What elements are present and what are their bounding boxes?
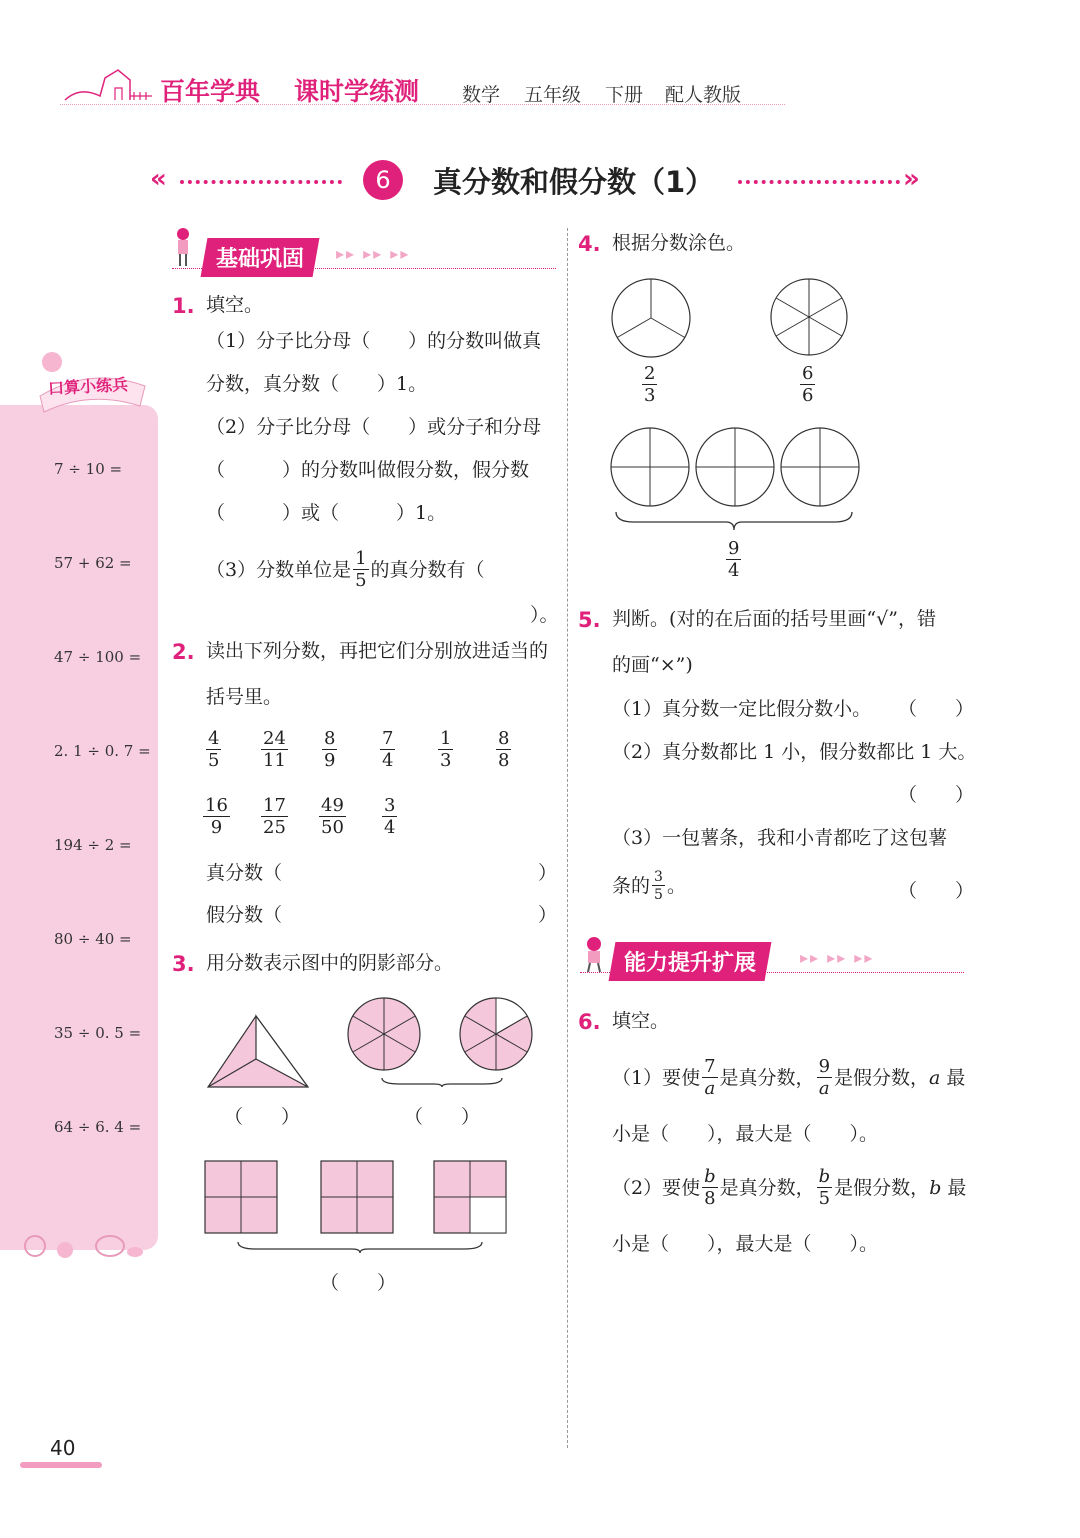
- q4-circles-brace: [614, 510, 854, 532]
- section-extension-banner: 能力提升扩展: [609, 942, 772, 981]
- q6-part2-line2: 小是（ ），最大是（ ）。: [612, 1233, 879, 1255]
- page-number: 40: [50, 1436, 76, 1460]
- q6-number: 6.: [578, 1010, 601, 1034]
- q3-answer-blank-2[interactable]: （ ）: [404, 1106, 481, 1128]
- q6-title: 填空。: [612, 1010, 670, 1032]
- fraction: $\frac{b}{8}$: [704, 1166, 716, 1209]
- q1-part2-line1: （2）分子比分母（ ）或分子和分母: [206, 416, 542, 438]
- banner-arrows-2: ▸▸ ▸▸ ▸▸: [800, 948, 875, 967]
- q1-part2-line3: （ ）或（ ）1。: [206, 502, 447, 524]
- calc-item-3: 47 ÷ 100 =: [54, 648, 142, 666]
- lesson-number-badge: 6: [363, 160, 403, 200]
- q1-number: 1.: [172, 294, 195, 318]
- q6-part2-line1: （2）要使 $\frac{b}{8}$ 是真分数， $\frac{b}{5}$ 是假分数， b 最: [612, 1166, 967, 1209]
- q2-proper-label: 真分数（: [206, 862, 283, 884]
- q2-line1: 读出下列分数，再把它们分别放进适当的: [206, 640, 549, 662]
- q3-number: 3.: [172, 952, 195, 976]
- q2-fraction-8: $\frac{17}{25}$: [263, 795, 286, 838]
- calc-item-6: 80 ÷ 40 =: [54, 930, 132, 948]
- header-grade: 五年级: [524, 84, 582, 106]
- girl-mascot-icon: [172, 226, 194, 268]
- q2-fraction-6: $\frac{8}{8}$: [498, 728, 510, 771]
- calc-item-4: 2. 1 ÷ 0. 7 =: [54, 742, 151, 760]
- q5-number: 5.: [578, 608, 601, 632]
- q4-number: 4.: [578, 232, 601, 256]
- q2-proper-close: ）: [538, 862, 558, 884]
- q1-part1-line2: 分数，真分数（ ）1。: [206, 373, 428, 395]
- q5-statement-1: （1）真分数一定比假分数小。: [612, 698, 872, 720]
- q1-part1-line1: （1）分子比分母（ ）的分数叫做真: [206, 330, 542, 352]
- q4-circle-quarters-1[interactable]: [609, 426, 691, 508]
- title-right-dots: [738, 180, 900, 184]
- q4-title: 根据分数涂色。: [612, 232, 746, 254]
- header-subject: 数学: [462, 84, 501, 106]
- fraction: $\frac{7}{a}$: [704, 1056, 716, 1099]
- title-left-dots: [180, 180, 342, 184]
- girl-mascot-icon-2: [580, 934, 608, 974]
- fraction: $\frac{9}{a}$: [818, 1056, 831, 1099]
- q3-triangle-figure: [204, 1012, 312, 1092]
- q4-circle-sixths[interactable]: [769, 277, 849, 357]
- calc-item-8: 64 ÷ 6. 4 =: [54, 1118, 142, 1136]
- q4-circle-quarters-3[interactable]: [779, 426, 861, 508]
- header-volume: 下册: [605, 84, 644, 106]
- header-divider: [60, 104, 785, 105]
- q4-fraction-six-sixths: $\frac{6}{6}$: [802, 363, 814, 406]
- fraction: $\frac{3}{5}$: [654, 869, 663, 903]
- q2-improper-close: ）: [538, 904, 558, 926]
- q5-statement-2: （2）真分数都比 1 小，假分数都比 1 大。: [612, 741, 977, 763]
- q6-part1-line2: 小是（ ），最大是（ ）。: [612, 1123, 879, 1145]
- banner-arrows-1: ▸▸ ▸▸ ▸▸: [336, 244, 411, 263]
- brand-series: 课时学练测: [294, 77, 420, 106]
- q3-circles-brace: [380, 1076, 504, 1088]
- header-edition: 配人教版: [665, 84, 742, 106]
- q3-square-figure-1: [204, 1160, 278, 1234]
- q6-part1-line1: （1）要使 $\frac{7}{a}$ 是真分数， $\frac{9}{a}$ 是假分数， a 最: [612, 1056, 966, 1099]
- q5-statement-3-line2: 条的 $\frac{3}{5}$ 。: [612, 869, 686, 903]
- q4-fraction-two-thirds: $\frac{2}{3}$: [644, 363, 656, 406]
- q2-fraction-3: $\frac{8}{9}$: [324, 728, 336, 771]
- q2-fraction-4: $\frac{7}{4}$: [382, 728, 394, 771]
- fraction: $\frac{b}{5}$: [818, 1166, 831, 1209]
- q3-squares-brace: [236, 1240, 484, 1254]
- page-number-underline: [20, 1462, 102, 1468]
- calc-item-7: 35 ÷ 0. 5 =: [54, 1024, 142, 1042]
- fraction: $\frac{1}{5}$: [355, 548, 367, 591]
- q1-part3-line2: ）。: [530, 604, 559, 626]
- title-left-arrows: «: [150, 164, 167, 194]
- calc-item-5: 194 ÷ 2 =: [54, 836, 132, 854]
- q2-number: 2.: [172, 640, 195, 664]
- q5-line1: 判断。(对的在后面的括号里画“√”，错: [612, 608, 936, 630]
- q2-fraction-5: $\frac{1}{3}$: [440, 728, 452, 771]
- lesson-title: 真分数和假分数（1）: [433, 165, 715, 199]
- q3-square-figure-3: [433, 1160, 507, 1234]
- section-basic-banner: 基础巩固: [201, 238, 320, 277]
- q3-circle-figure-2: [458, 996, 534, 1072]
- q5-statement-3-line1: （3）一包薯条，我和小青都吃了这包薯: [612, 827, 948, 849]
- q2-fraction-2: $\frac{24}{11}$: [263, 728, 286, 771]
- q3-circle-figure-1: [346, 996, 422, 1072]
- q5-answer-blank-2[interactable]: （ ）: [898, 784, 975, 806]
- q2-fraction-7: $\frac{16}{9}$: [205, 795, 228, 838]
- q4-fraction-nine-fourths: $\frac{9}{4}$: [728, 538, 740, 581]
- sidebar-decoration-icon: [15, 1228, 145, 1268]
- q3-title: 用分数表示图中的阴影部分。: [206, 952, 454, 974]
- q2-fraction-10: $\frac{3}{4}$: [384, 795, 396, 838]
- q1-part3-line1: （3）分数单位是 $\frac{1}{5}$ 的真分数有（: [206, 548, 485, 591]
- q3-square-figure-2: [320, 1160, 394, 1234]
- q2-improper-label: 假分数（: [206, 904, 283, 926]
- q2-fraction-9: $\frac{49}{50}$: [321, 795, 344, 838]
- title-right-arrows: »: [903, 164, 920, 194]
- banner-dotted-line-2: [580, 972, 964, 973]
- header-house-icon: [60, 66, 155, 108]
- q2-fraction-1: $\frac{4}{5}$: [208, 728, 220, 771]
- brand-name: 百年学典: [160, 77, 261, 106]
- q1-title: 填空。: [206, 294, 264, 316]
- column-divider: [567, 228, 568, 1448]
- calc-item-1: 7 ÷ 10 =: [54, 460, 123, 478]
- q4-circle-quarters-2[interactable]: [694, 426, 776, 508]
- q5-answer-blank-1[interactable]: （ ）: [898, 698, 975, 720]
- q2-line2: 括号里。: [206, 686, 283, 708]
- q3-answer-blank-1[interactable]: （ ）: [224, 1106, 301, 1128]
- q5-answer-blank-3[interactable]: （ ）: [898, 880, 975, 902]
- banner-dotted-line-1: [172, 268, 556, 269]
- q4-circle-thirds[interactable]: [610, 277, 692, 359]
- calc-item-2: 57 + 62 =: [54, 554, 132, 572]
- q5-line2: 的画“×”): [612, 654, 693, 676]
- q1-part2-line2: （ ）的分数叫做假分数，假分数: [206, 459, 530, 481]
- q3-answer-blank-3[interactable]: （ ）: [320, 1272, 397, 1294]
- sidebar-title: 口算小练兵: [47, 374, 129, 399]
